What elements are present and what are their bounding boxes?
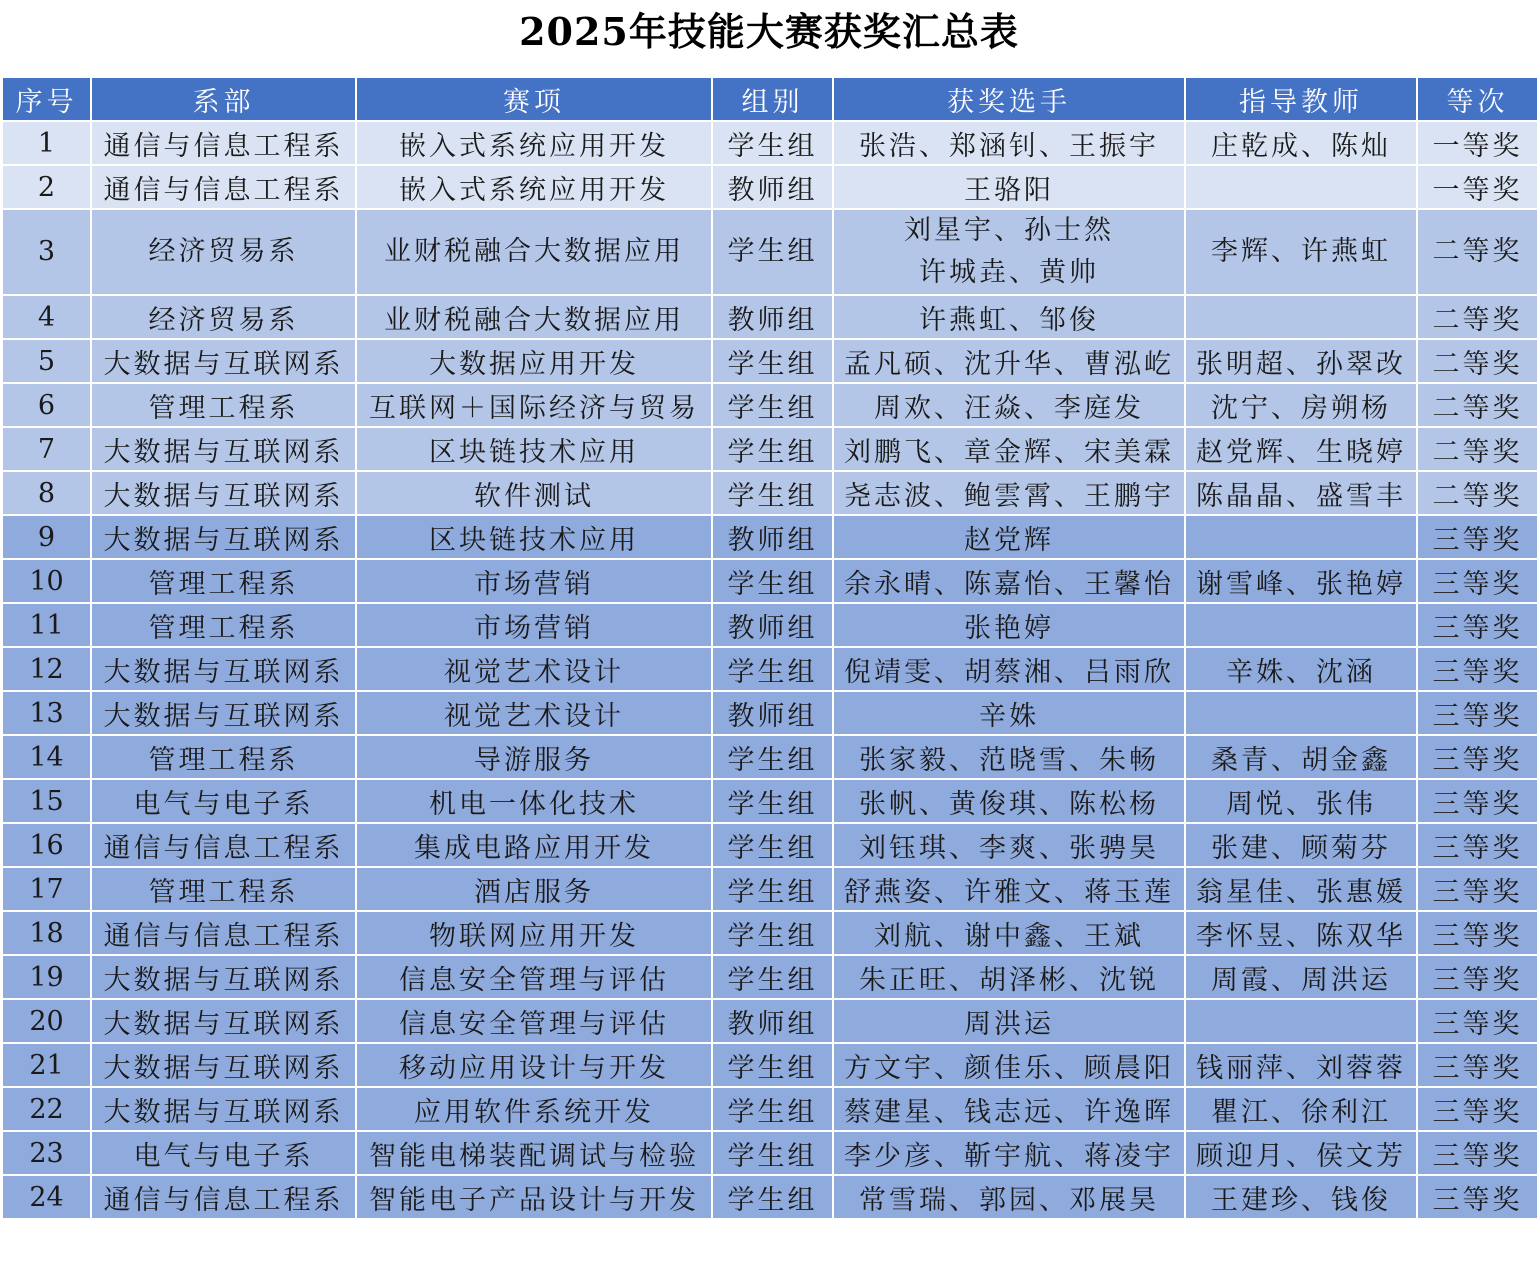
header-prize: 等次: [1417, 77, 1538, 121]
winner-line: 辛姝: [979, 700, 1039, 732]
cell-no: 4: [2, 295, 91, 339]
cell-winners: [833, 779, 1185, 823]
cell-winners: [833, 121, 1185, 165]
cell-group: 学生组: [712, 779, 833, 823]
cell-prize: 三等奖: [1417, 779, 1538, 823]
cell-prize: 三等奖: [1417, 515, 1538, 559]
table-header-row: [2, 77, 1538, 121]
table-row: [2, 165, 1538, 209]
cell-dept: 通信与信息工程系: [91, 1175, 356, 1219]
cell-event: 软件测试: [356, 471, 712, 515]
winner-line: 张家毅、范晓雪、朱畅: [859, 744, 1159, 776]
cell-no: 11: [2, 603, 91, 647]
cell-group: 学生组: [712, 471, 833, 515]
cell-no: 6: [2, 383, 91, 427]
header-event: 赛项: [356, 77, 712, 121]
header-no: 序号: [2, 77, 91, 121]
header-group: 组别: [712, 77, 833, 121]
cell-event: 物联网应用开发: [356, 911, 712, 955]
cell-event: 视觉艺术设计: [356, 691, 712, 735]
cell-advisors: 赵党辉、生晓婷: [1185, 427, 1417, 471]
winner-line: 许城垚、黄帅: [919, 257, 1099, 288]
cell-event: 业财税融合大数据应用: [356, 295, 712, 339]
cell-event: 区块链技术应用: [356, 515, 712, 559]
cell-dept: 大数据与互联网系: [91, 471, 356, 515]
cell-no: 20: [2, 999, 91, 1043]
cell-event: 移动应用设计与开发: [356, 1043, 712, 1087]
page-title: 2025年技能大赛获奖汇总表: [519, 9, 1019, 54]
cell-advisors: [1185, 165, 1417, 209]
cell-winners: [833, 691, 1185, 735]
cell-advisors: 周悦、张伟: [1185, 779, 1417, 823]
table-row: [2, 295, 1538, 339]
awards-table: [1, 76, 1538, 1220]
cell-event: 智能电梯装配调试与检验: [356, 1131, 712, 1175]
cell-dept: 电气与电子系: [91, 1131, 356, 1175]
cell-prize: 三等奖: [1417, 1131, 1538, 1175]
winner-line: 刘星宇、孙士然: [904, 215, 1114, 246]
cell-prize: 三等奖: [1417, 647, 1538, 691]
cell-advisors: [1185, 515, 1417, 559]
cell-advisors: 张建、顾菊芬: [1185, 823, 1417, 867]
cell-group: 教师组: [712, 165, 833, 209]
cell-dept: 管理工程系: [91, 735, 356, 779]
cell-no: 14: [2, 735, 91, 779]
winner-line: 张帆、黄俊琪、陈松杨: [859, 788, 1159, 820]
cell-event: 嵌入式系统应用开发: [356, 121, 712, 165]
winner-line: 朱正旺、胡泽彬、沈锐: [859, 964, 1159, 996]
cell-winners: [833, 955, 1185, 999]
table-row: [2, 1175, 1538, 1219]
cell-winners: [833, 383, 1185, 427]
table-row: [2, 1043, 1538, 1087]
cell-advisors: 辛姝、沈涵: [1185, 647, 1417, 691]
table-row: [2, 515, 1538, 559]
cell-prize: 三等奖: [1417, 911, 1538, 955]
winner-line: 刘钰琪、李爽、张骋昊: [859, 832, 1159, 864]
cell-advisors: 翁星佳、张惠媛: [1185, 867, 1417, 911]
cell-group: 教师组: [712, 295, 833, 339]
winner-line: 张艳婷: [964, 612, 1054, 644]
table-row: [2, 427, 1538, 471]
cell-no: 10: [2, 559, 91, 603]
table-row: [2, 867, 1538, 911]
cell-group: 学生组: [712, 823, 833, 867]
header-advisors: 指导教师: [1185, 77, 1417, 121]
cell-no: 21: [2, 1043, 91, 1087]
cell-advisors: 瞿江、徐利江: [1185, 1087, 1417, 1131]
cell-dept: 通信与信息工程系: [91, 823, 356, 867]
cell-group: 学生组: [712, 121, 833, 165]
cell-winners: [833, 559, 1185, 603]
cell-winners: [833, 735, 1185, 779]
cell-advisors: [1185, 691, 1417, 735]
table-row: [2, 955, 1538, 999]
cell-event: 市场营销: [356, 603, 712, 647]
cell-no: 24: [2, 1175, 91, 1219]
cell-dept: 大数据与互联网系: [91, 647, 356, 691]
table-row: [2, 471, 1538, 515]
cell-advisors: 顾迎月、侯文芳: [1185, 1131, 1417, 1175]
cell-group: 学生组: [712, 911, 833, 955]
cell-dept: 经济贸易系: [91, 295, 356, 339]
winner-line: 尧志波、鲍雲霄、王鹏宇: [844, 480, 1174, 512]
table-row: [2, 999, 1538, 1043]
cell-advisors: 王建珍、钱俊: [1185, 1175, 1417, 1219]
cell-no: 12: [2, 647, 91, 691]
winner-line: 刘鹏飞、章金辉、宋美霖: [844, 436, 1174, 468]
cell-advisors: 李辉、许燕虹: [1185, 209, 1417, 295]
cell-prize: 三等奖: [1417, 1043, 1538, 1087]
cell-prize: 三等奖: [1417, 955, 1538, 999]
cell-prize: 一等奖: [1417, 165, 1538, 209]
winner-line: 周洪运: [964, 1008, 1054, 1040]
table-row: [2, 911, 1538, 955]
cell-group: 教师组: [712, 999, 833, 1043]
cell-advisors: 谢雪峰、张艳婷: [1185, 559, 1417, 603]
cell-no: 15: [2, 779, 91, 823]
winner-line: 李少彦、靳宇航、蒋凌宇: [844, 1140, 1174, 1172]
cell-dept: 通信与信息工程系: [91, 911, 356, 955]
cell-winners: [833, 647, 1185, 691]
cell-winners: [833, 427, 1185, 471]
cell-dept: 大数据与互联网系: [91, 339, 356, 383]
cell-event: 信息安全管理与评估: [356, 999, 712, 1043]
cell-event: 区块链技术应用: [356, 427, 712, 471]
winner-line: 张浩、郑涵钊、王振宇: [859, 130, 1159, 162]
table-row: [2, 823, 1538, 867]
cell-event: 视觉艺术设计: [356, 647, 712, 691]
cell-event: 智能电子产品设计与开发: [356, 1175, 712, 1219]
cell-winners: [833, 823, 1185, 867]
cell-prize: 二等奖: [1417, 427, 1538, 471]
winner-line: 许燕虹、邹俊: [919, 304, 1099, 336]
table-row: [2, 339, 1538, 383]
table-body: [2, 121, 1538, 1219]
cell-dept: 管理工程系: [91, 383, 356, 427]
cell-dept: 通信与信息工程系: [91, 165, 356, 209]
cell-prize: 二等奖: [1417, 209, 1538, 295]
cell-winners: [833, 1131, 1185, 1175]
cell-no: 17: [2, 867, 91, 911]
cell-no: 8: [2, 471, 91, 515]
cell-dept: 通信与信息工程系: [91, 121, 356, 165]
cell-winners: [833, 1087, 1185, 1131]
cell-event: 导游服务: [356, 735, 712, 779]
winner-line: 倪靖雯、胡蔡湘、吕雨欣: [844, 656, 1174, 688]
cell-advisors: 李怀昱、陈双华: [1185, 911, 1417, 955]
winner-line: 方文宇、颜佳乐、顾晨阳: [844, 1052, 1174, 1084]
cell-advisors: 桑青、胡金鑫: [1185, 735, 1417, 779]
cell-event: 应用软件系统开发: [356, 1087, 712, 1131]
cell-winners: [833, 1175, 1185, 1219]
winner-line: 余永晴、陈嘉怡、王馨怡: [844, 568, 1174, 600]
cell-dept: 管理工程系: [91, 603, 356, 647]
cell-winners: [833, 209, 1185, 295]
cell-advisors: [1185, 603, 1417, 647]
cell-prize: 三等奖: [1417, 603, 1538, 647]
cell-advisors: 张明超、孙翠改: [1185, 339, 1417, 383]
cell-event: 集成电路应用开发: [356, 823, 712, 867]
cell-no: 3: [2, 209, 91, 295]
cell-prize: 三等奖: [1417, 1087, 1538, 1131]
winner-line: 舒燕姿、许雅文、蒋玉莲: [844, 876, 1174, 908]
cell-no: 22: [2, 1087, 91, 1131]
table-row: [2, 647, 1538, 691]
cell-no: 16: [2, 823, 91, 867]
table-row: [2, 735, 1538, 779]
cell-prize: 二等奖: [1417, 471, 1538, 515]
winner-line: 蔡建星、钱志远、许逸晖: [844, 1096, 1174, 1128]
cell-group: 教师组: [712, 515, 833, 559]
cell-dept: 经济贸易系: [91, 209, 356, 295]
cell-prize: 三等奖: [1417, 559, 1538, 603]
cell-dept: 大数据与互联网系: [91, 515, 356, 559]
cell-dept: 大数据与互联网系: [91, 691, 356, 735]
cell-prize: 三等奖: [1417, 691, 1538, 735]
cell-group: 学生组: [712, 735, 833, 779]
cell-advisors: 钱丽萍、刘蓉蓉: [1185, 1043, 1417, 1087]
table-row: [2, 603, 1538, 647]
winner-line: 王骆阳: [964, 174, 1054, 206]
header-winners: 获奖选手: [833, 77, 1185, 121]
cell-event: 信息安全管理与评估: [356, 955, 712, 999]
table-row: [2, 1131, 1538, 1175]
cell-prize: 二等奖: [1417, 295, 1538, 339]
cell-dept: 管理工程系: [91, 559, 356, 603]
cell-group: 学生组: [712, 339, 833, 383]
cell-winners: [833, 471, 1185, 515]
cell-winners: [833, 999, 1185, 1043]
cell-group: 学生组: [712, 1131, 833, 1175]
cell-no: 2: [2, 165, 91, 209]
cell-dept: 管理工程系: [91, 867, 356, 911]
table-row: [2, 1087, 1538, 1131]
cell-dept: 电气与电子系: [91, 779, 356, 823]
cell-advisors: [1185, 999, 1417, 1043]
cell-winners: [833, 339, 1185, 383]
cell-winners: [833, 867, 1185, 911]
cell-winners: [833, 911, 1185, 955]
cell-advisors: 陈晶晶、盛雪丰: [1185, 471, 1417, 515]
winner-line: 周欢、汪焱、李庭发: [874, 392, 1144, 424]
table-row: [2, 559, 1538, 603]
table-row: [2, 691, 1538, 735]
cell-no: 9: [2, 515, 91, 559]
cell-dept: 大数据与互联网系: [91, 427, 356, 471]
cell-advisors: [1185, 295, 1417, 339]
cell-group: 学生组: [712, 867, 833, 911]
cell-winners: [833, 165, 1185, 209]
cell-dept: 大数据与互联网系: [91, 1087, 356, 1131]
cell-no: 13: [2, 691, 91, 735]
cell-group: 学生组: [712, 383, 833, 427]
cell-group: 学生组: [712, 1087, 833, 1131]
cell-group: 学生组: [712, 427, 833, 471]
cell-group: 学生组: [712, 647, 833, 691]
winner-line: 赵党辉: [964, 524, 1054, 556]
cell-no: 5: [2, 339, 91, 383]
cell-group: 学生组: [712, 209, 833, 295]
cell-event: 机电一体化技术: [356, 779, 712, 823]
cell-event: 市场营销: [356, 559, 712, 603]
cell-dept: 大数据与互联网系: [91, 999, 356, 1043]
cell-prize: 三等奖: [1417, 1175, 1538, 1219]
header-dept: 系部: [91, 77, 356, 121]
table-row: [2, 121, 1538, 165]
cell-prize: 一等奖: [1417, 121, 1538, 165]
cell-dept: 大数据与互联网系: [91, 1043, 356, 1087]
cell-dept: 大数据与互联网系: [91, 955, 356, 999]
cell-no: 1: [2, 121, 91, 165]
cell-event: 大数据应用开发: [356, 339, 712, 383]
table-row: [2, 779, 1538, 823]
cell-no: 23: [2, 1131, 91, 1175]
cell-winners: [833, 295, 1185, 339]
cell-prize: 三等奖: [1417, 867, 1538, 911]
cell-advisors: 庄乾成、陈灿: [1185, 121, 1417, 165]
cell-event: 业财税融合大数据应用: [356, 209, 712, 295]
cell-group: 教师组: [712, 691, 833, 735]
winner-line: 孟凡硕、沈升华、曹泓屹: [844, 348, 1174, 380]
cell-group: 教师组: [712, 603, 833, 647]
cell-advisors: 沈宁、房朔杨: [1185, 383, 1417, 427]
cell-prize: 二等奖: [1417, 339, 1538, 383]
cell-no: 7: [2, 427, 91, 471]
cell-prize: 三等奖: [1417, 735, 1538, 779]
cell-prize: 三等奖: [1417, 823, 1538, 867]
cell-advisors: 周霞、周洪运: [1185, 955, 1417, 999]
cell-event: 酒店服务: [356, 867, 712, 911]
table-row: [2, 383, 1538, 427]
cell-event: 嵌入式系统应用开发: [356, 165, 712, 209]
cell-group: 学生组: [712, 955, 833, 999]
cell-winners: [833, 603, 1185, 647]
table-row: [2, 209, 1538, 295]
cell-prize: 三等奖: [1417, 999, 1538, 1043]
cell-winners: [833, 1043, 1185, 1087]
cell-winners: [833, 515, 1185, 559]
cell-group: 学生组: [712, 1175, 833, 1219]
cell-event: 互联网＋国际经济与贸易: [356, 383, 712, 427]
cell-group: 学生组: [712, 1043, 833, 1087]
cell-no: 18: [2, 911, 91, 955]
winner-line: 刘航、谢中鑫、王斌: [874, 920, 1144, 952]
cell-prize: 二等奖: [1417, 383, 1538, 427]
cell-no: 19: [2, 955, 91, 999]
cell-group: 学生组: [712, 559, 833, 603]
winner-line: 常雪瑞、郭园、邓展昊: [859, 1184, 1159, 1216]
